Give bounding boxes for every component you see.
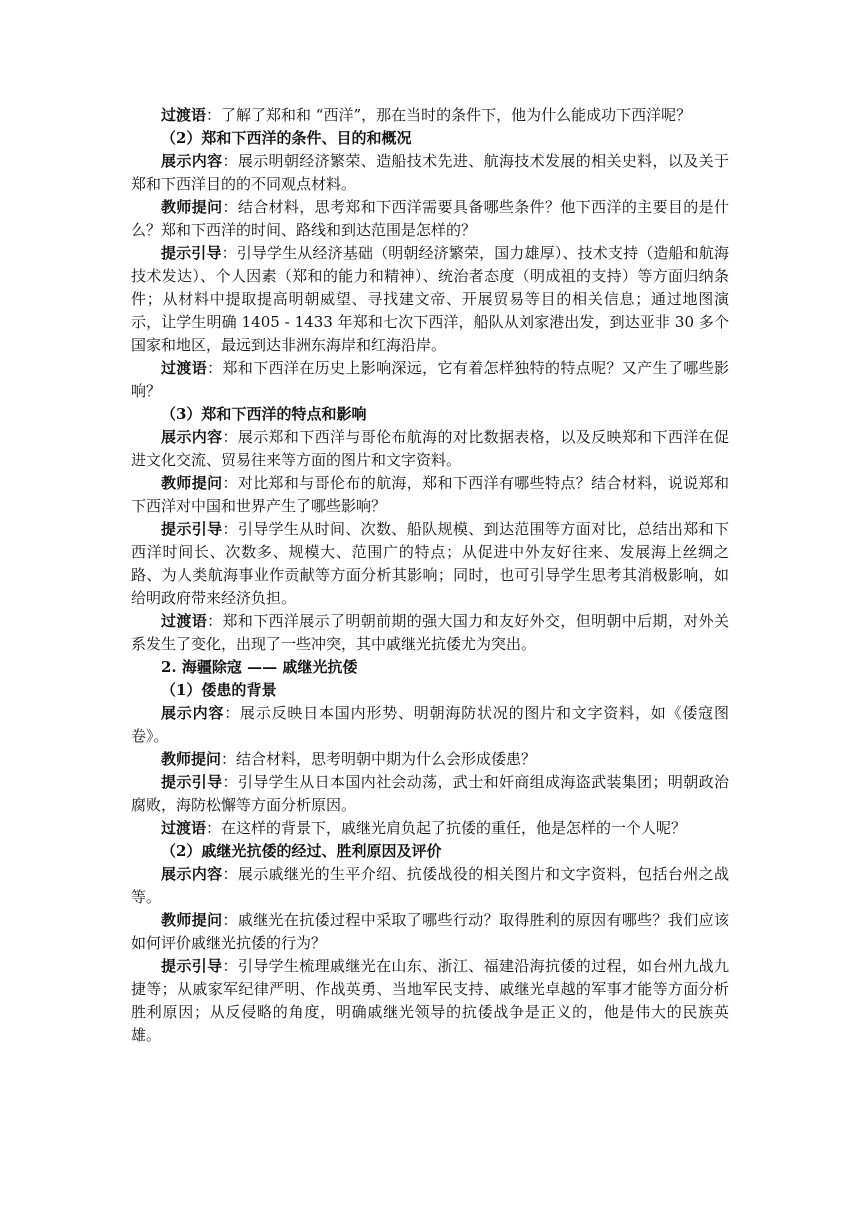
paragraph-label: 展示内容 [161,428,223,446]
paragraph-label: 过渡语 [161,819,207,837]
teacher-question-paragraph [131,909,729,955]
paragraph-label: 展示内容 [161,152,223,170]
section-heading: （3）郑和下西洋的特点和影响 [161,405,367,423]
display-content-paragraph [131,150,729,196]
transition-paragraph [131,610,729,656]
hint-guidance-paragraph [131,955,729,1047]
display-content-paragraph [131,702,729,748]
teacher-question-paragraph [131,472,729,518]
display-content-paragraph [131,426,729,472]
paragraph-label: 提示引导 [161,957,223,975]
paragraph-label: 过渡语 [161,612,208,630]
paragraph-text: 引导学生从时间、次数、船队规模、到达范围等方面对比，总结出郑和下西洋时间长、次数多、规模大、范围广的特点；从促进中外友好往来、发展海上丝绸之路、为人类航海事业作贡献等方面分析其影响；同时，也可引导学生思考其消极影响，如给明政府带来经济负担。 [131,520,729,607]
label-separator: ： [222,520,238,538]
paragraph-label: 过渡语 [161,106,207,124]
paragraph-text: 郑和下西洋在历史上影响深远，它有着怎样独特的特点呢？又产生了哪些影响？ [131,359,729,400]
label-separator: ： [222,152,238,170]
paragraph-text: 郑和下西洋展示了明朝前期的强大国力和友好外交，但明朝中后期，对外关系发生了变化，出现了一些冲突，其中戚继光抗倭尤为突出。 [131,612,729,653]
paragraph-text: 结合材料，思考明朝中期为什么会形成倭患？ [236,750,537,768]
label-separator: ： [222,865,238,883]
document-page [131,104,729,1047]
paragraph-label: 提示引导 [161,244,222,262]
paragraph-text: 在这样的背景下，戚继光肩负起了抗倭的重任，他是怎样的一个人呢？ [221,819,687,837]
paragraph-text: 展示戚继光的生平介绍、抗倭战役的相关图片和文字资料，包括台州之战等。 [131,865,729,906]
transition-paragraph [131,104,729,127]
label-separator: ： [222,428,238,446]
paragraph-text: 引导学生从日本国内社会动荡，武士和奸商组成海盗武装集团；明朝政治腐败，海防松懈等方面分析原因。 [131,773,729,814]
label-separator: ： [222,474,238,492]
label-separator: ： [207,612,223,630]
display-content-paragraph [131,863,729,909]
label-separator: ： [222,773,238,791]
label-separator: ： [207,359,223,377]
label-separator: ： [221,244,237,262]
transition-paragraph [131,357,729,403]
paragraph-text: 结合材料，思考郑和下西洋需要具备哪些条件？他下西洋的主要目的是什么？郑和下西洋的时间、路线和到达范围是怎样的？ [131,198,729,239]
label-separator: ： [206,819,222,837]
paragraph-label: 展示内容 [161,865,223,883]
transition-paragraph [131,817,729,840]
label-separator: ： [222,957,238,975]
teacher-question-paragraph [131,196,729,242]
paragraph-label: 教师提问 [161,911,223,929]
paragraph-label: 展示内容 [161,704,225,722]
paragraph-label: 提示引导 [161,773,223,791]
paragraph-label: 过渡语 [161,359,208,377]
paragraph-text: 戚继光在抗倭过程中采取了哪些行动？取得胜利的原因有哪些？我们应该如何评价戚继光抗倭的行为？ [131,911,729,952]
paragraph-text: 对比郑和与哥伦布的航海，郑和下西洋有哪些特点？结合材料，说说郑和下西洋对中国和世界产生了哪些影响？ [131,474,729,515]
section-heading: 2. 海疆除寇 —— 戚继光抗倭 [161,658,358,676]
paragraph-label: 教师提问 [161,198,223,216]
paragraph-label: 教师提问 [161,750,222,768]
hint-guidance-paragraph [131,242,729,357]
paragraph-text: 引导学生从经济基础（明朝经济繁荣，国力雄厚）、技术支持（造船和航海技术发达）、个人因素（郑和的能力和精神）、统治者态度（明成祖的支持）等方面归纳条件；从材料中提取提高明朝威望、寻找建文帝、开展贸易等目的相关信息；通过地图演示，让学生明确 1405 - 1433 年郑和七次下西洋，船队从刘家港出发，到达亚非 30 多个国家和地区，最远到达非洲东海岸和红海沿岸。 [131,244,729,354]
label-separator: ： [221,750,237,768]
section-heading: （1）倭患的背景 [161,681,277,699]
paragraph-text: 了解了郑和和 “西洋”，那在当时的条件下，他为什么能成功下西洋呢？ [221,106,692,124]
paragraph-text: 引导学生梳理戚继光在山东、浙江、福建沿海抗倭的过程，如台州九战九捷等；从戚家军纪律严明、作战英勇、当地军民支持、戚继光卓越的军事才能等方面分析胜利原因；从反侵略的角度，明确戚继光领导的抗倭战争是正义的，他是伟大的民族英雄。 [131,957,729,1044]
label-separator: ： [224,704,241,722]
hint-guidance-paragraph [131,771,729,817]
label-separator: ： [206,106,222,124]
paragraph-label: 教师提问 [161,474,223,492]
paragraph-label: 提示引导 [161,520,223,538]
teacher-question-paragraph [131,748,729,771]
section-heading: （2）戚继光抗倭的经过、胜利原因及评价 [161,842,442,860]
paragraph-text: 展示反映日本国内形势、明朝海防状况的图片和文字资料，如《倭寇图卷》。 [131,704,729,745]
label-separator: ： [222,198,238,216]
paragraph-text: 展示郑和下西洋与哥伦布航海的对比数据表格，以及反映郑和下西洋在促进文化交流、贸易往来等方面的图片和文字资料。 [131,428,729,469]
section-heading: （2）郑和下西洋的条件、目的和概况 [161,129,412,147]
paragraph-text: 展示明朝经济繁荣、造船技术先进、航海技术发展的相关史料，以及关于郑和下西洋目的的不同观点材料。 [131,152,729,193]
label-separator: ： [222,911,238,929]
hint-guidance-paragraph [131,518,729,610]
